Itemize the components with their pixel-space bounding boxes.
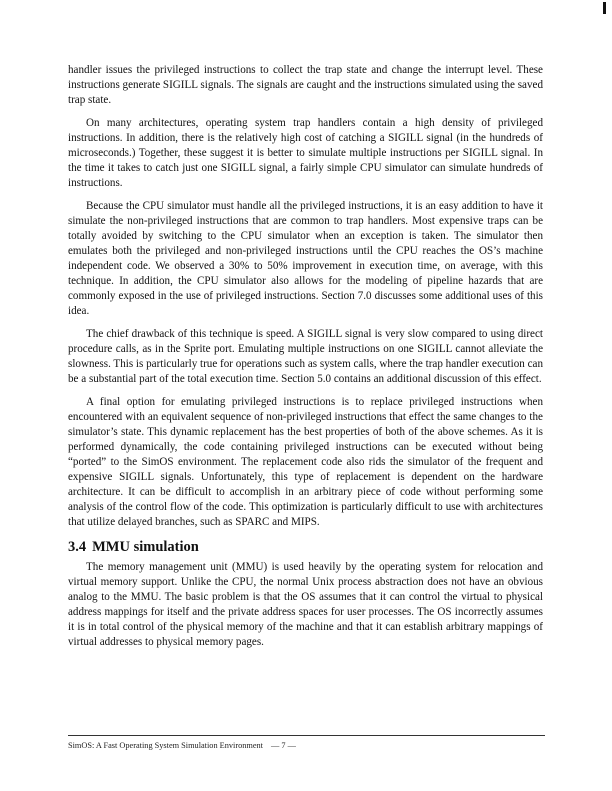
section-number: 3.4 [68,539,87,555]
section-title: MMU simulation [92,539,199,555]
paragraph-cpu-simulator: Because the CPU simulator must handle all the privileged instructions, it is an easy addition to have it simulate the non-privileged instructions that are common to trap handlers. Most expensive traps can be totally avoided by switching to the CPU simulator when an exception is taken. The simulator then emulates both the privileged and non-privileged instructions until the CPU reaches the OS’s machine independent code. We observed a 30% to 50% improvement in execution time, on average, with this technique. In addition, the CPU simulator also allows for the modeling of pipeline hazards that are commonly exposed in the use of privileged instructions. Section 7.0 discusses some additional uses of this idea. [68,200,543,317]
paragraph-trap-density: On many architectures, operating system trap handlers contain a high density of privileged instructions. In addition, there is the relatively high cost of catching a SIGILL signal (in the hundreds of microseconds.) Together, these suggest it is better to simulate multiple instructions per SIGILL signal. In the time it takes to catch just one SIGILL signal, a fairly simple CPU simulator can simulate hundreds of instructions. [68,117,543,189]
scan-artifact-mark [603,2,606,14]
page-number: — 7 — [270,741,296,750]
page-footer [68,741,296,750]
paragraph-drawback: The chief drawback of this technique is speed. A SIGILL signal is very slow compared to using direct procedure calls, as in the Sprite port. Emulating multiple instructions on one SIGILL cannot alleviate the slowness. This is particularly true for operations such as system calls, where the trap handler execution can be a substantial part of the total execution time. Section 5.0 contains an additional discussion of this effect. [68,328,543,385]
footer-title: SimOS: A Fast Operating System Simulation Environment [68,741,263,750]
paragraph-mmu: The memory management unit (MMU) is used heavily by the operating system for relocation and virtual memory support. Unlike the CPU, the normal Unix process abstraction does not have an obvious analog to the MMU. The basic problem is that the OS assumes that it can control the virtual to physical address mappings for itself and the private address spaces for user processes. The OS incorrectly assumes it is in total control of the physical memory of the machine and that it can establish arbitrary mappings of virtual addresses to physical memory pages. [68,561,543,648]
section-heading [68,538,543,556]
paragraph-dynamic-replacement: A final option for emulating privileged instructions is to replace privileged instructions when encountered with an equivalent sequence of non-privileged instructions that effect the same changes to the simulator’s state. This dynamic replacement has the best properties of both of the above schemes. As it is performed dynamically, the code containing privileged instructions can be executed without being “ported” to the SimOS environment. The replacement code also rids the simulator of the frequent and expensive SIGILL signals. Unfortunately, this type of replacement is dependent on the hardware architecture. It can be difficult to accomplish in an arbitrary piece of code without performing some analysis of the control flow of the code. This optimization is particularly difficult to use with architectures that utilize delayed branches, such as SPARC and MIPS. [68,396,543,528]
footer-divider [68,735,545,736]
page-body [68,63,543,658]
paragraph-trap-handler: handler issues the privileged instructions to collect the trap state and change the interrupt level. These instructions generate SIGILL signals. The signals are caught and the instructions simulated using the saved trap state. [68,64,543,106]
